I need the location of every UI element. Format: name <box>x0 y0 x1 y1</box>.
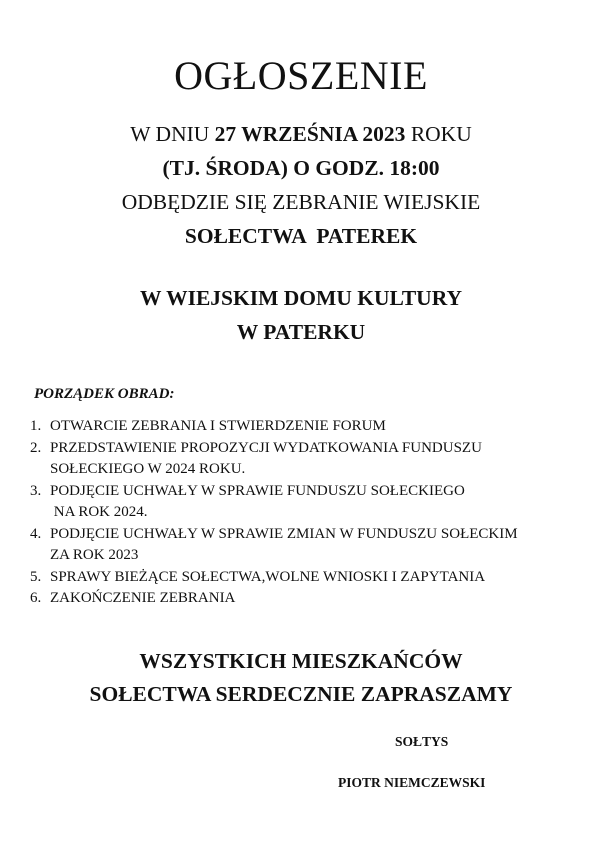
agenda-item-text <box>50 481 590 524</box>
agenda-item-number: 4. <box>30 525 42 542</box>
agenda-item <box>30 524 590 567</box>
agenda-item-line: PODJĘCIE UCHWAŁY W SPRAWIE FUNDUSZU SOŁECKIEGO <box>50 482 465 499</box>
agenda-item <box>30 416 590 438</box>
agenda-item <box>30 567 590 589</box>
agenda-item-number: 3. <box>30 482 42 499</box>
agenda-item <box>30 438 590 481</box>
closing-line-1: WSZYSTKICH MIESZKAŃCÓW <box>139 649 463 673</box>
agenda-item-line: PRZEDSTAWIENIE PROPOZYCJI WYDATKOWANIA FUNDUSZU <box>50 439 482 456</box>
agenda-item-text <box>50 416 590 438</box>
agenda-list <box>30 416 590 610</box>
meeting-line: ODBĘDZIE SIĘ ZEBRANIE WIEJSKIE <box>121 190 481 214</box>
agenda-item-line: ZA ROK 2023 <box>50 547 139 563</box>
date-prefix: W DNIU <box>130 122 215 146</box>
agenda-item-line: PODJĘCIE UCHWAŁY W SPRAWIE ZMIAN W FUNDUSZU SOŁECKIM <box>50 525 518 542</box>
signature-role: SOŁTYS <box>395 734 449 749</box>
closing-line-2: SOŁECTWA SERDECZNIE ZAPRASZAMY <box>89 682 513 706</box>
agenda-item-number: 2. <box>30 439 42 456</box>
agenda-item-text <box>50 438 590 481</box>
time-line: (TJ. ŚRODA) O GODZ. 18:00 <box>162 156 440 180</box>
agenda-item-line: SPRAWY BIEŻĄCE SOŁECTWA,WOLNE WNIOSKI I ZAPYTANIA <box>50 568 486 585</box>
agenda-item-number: 6. <box>30 590 42 606</box>
agenda-item <box>30 588 590 610</box>
venue-line-1: W WIEJSKIM DOMU KULTURY <box>140 286 462 310</box>
agenda-item-text <box>50 567 590 589</box>
date-suffix: ROKU <box>405 122 472 146</box>
date-value: 27 WRZEŚNIA 2023 <box>214 122 406 146</box>
village-line: SOŁECTWA PATEREK <box>184 224 418 248</box>
date-line <box>0 121 602 147</box>
agenda-item-text <box>50 588 590 610</box>
agenda-item-text <box>50 524 590 567</box>
agenda-item-line: SOŁECKIEGO W 2024 ROKU. <box>50 461 246 477</box>
signature-name: PIOTR NIEMCZEWSKI <box>338 775 486 790</box>
agenda-item-line: OTWARCIE ZEBRANIA I STWIERDZENIE FORUM <box>50 418 386 434</box>
agenda-item <box>30 481 590 524</box>
agenda-item-number: 5. <box>30 568 42 585</box>
agenda-item-line: ZAKOŃCZENIE ZEBRANIA <box>50 590 236 606</box>
page-title: OGŁOSZENIE <box>174 53 428 98</box>
agenda-heading: PORZĄDEK OBRAD: <box>34 386 175 402</box>
venue-line-2: W PATERKU <box>236 320 366 344</box>
agenda-item-number: 1. <box>30 418 42 434</box>
agenda-item-line: NA ROK 2024. <box>50 504 148 520</box>
